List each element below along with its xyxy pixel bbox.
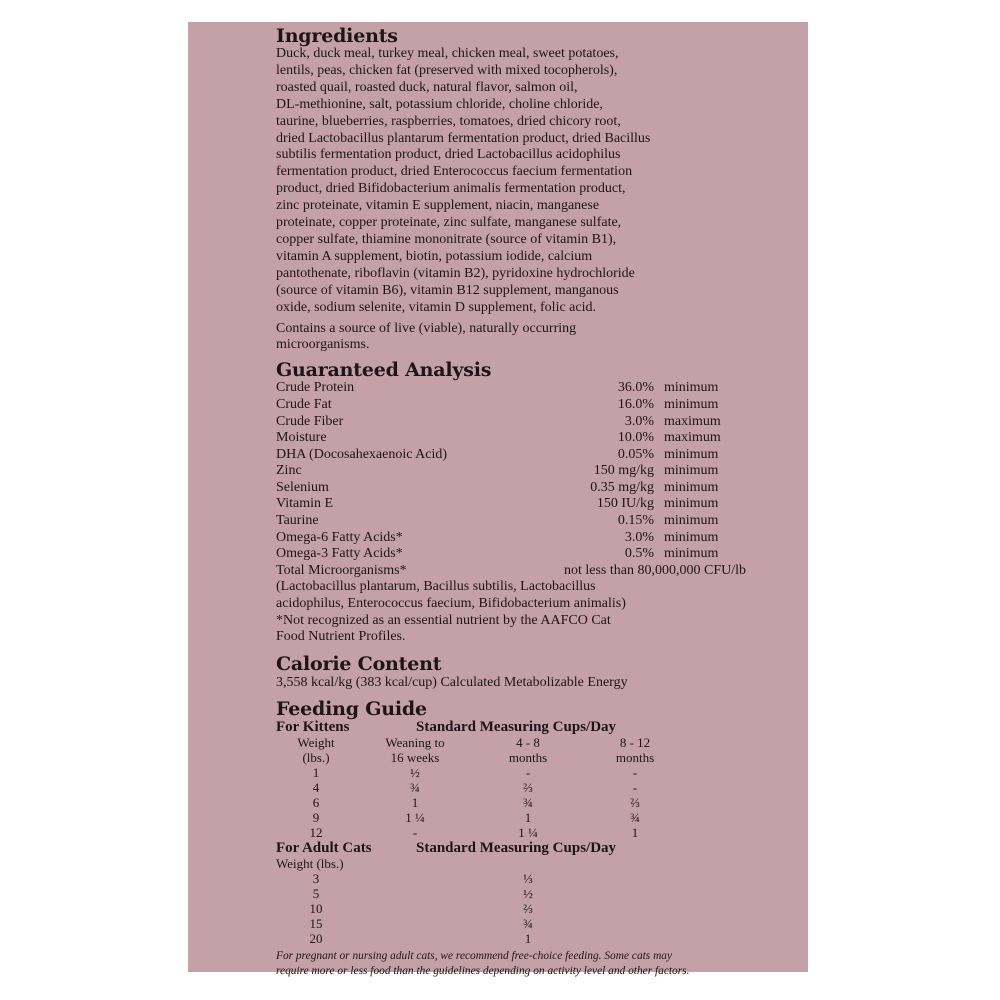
- table-cell: 5: [312, 885, 320, 901]
- nutrient-qualifier: minimum: [664, 446, 719, 462]
- kitten-table-header: [276, 719, 746, 735]
- nutrient-qualifier: minimum: [664, 546, 719, 562]
- table-cell: 10: [309, 900, 323, 916]
- ingredients-line: product, dried Bifidobacterium animalis fermentation product,: [276, 181, 626, 197]
- kitten-column-headers: [276, 750, 746, 765]
- table-cell: 1 ¼: [518, 824, 538, 840]
- nutrient-value: 3.0%: [624, 413, 654, 429]
- analysis-row: [276, 430, 746, 447]
- analysis-row: [276, 397, 746, 414]
- analysis-notes: [276, 579, 746, 645]
- table-row: [276, 795, 746, 810]
- table-cell: 4: [312, 779, 320, 795]
- table-row: [276, 765, 746, 780]
- table-cell: ¾: [523, 794, 533, 810]
- nutrient-name: Moisture: [276, 430, 327, 446]
- nutrient-name: Omega-6 Fatty Acids*: [276, 529, 403, 545]
- analysis-row: [276, 380, 746, 397]
- table-row: [276, 916, 746, 931]
- table-cell: 1: [524, 809, 532, 825]
- ingredients-line: roasted quail, roasted duck, natural flavor, salmon oil,: [276, 79, 578, 95]
- nutrient-qualifier: minimum: [664, 496, 719, 512]
- nutrient-qualifier: minimum: [664, 380, 719, 396]
- table-cell: 9: [312, 809, 320, 825]
- feeding-footnote: [276, 949, 746, 979]
- ingredients-line: oxide, sodium selenite, vitamin D supplement, folic acid.: [276, 299, 596, 315]
- analysis-row: [276, 530, 746, 547]
- table-row: [276, 886, 746, 901]
- feeding-heading: Feeding Guide: [276, 697, 427, 720]
- nutrient-name: DHA (Docosahexaenoic Acid): [276, 446, 448, 462]
- footnote-line: For pregnant or nursing adult cats, we recommend free-choice feeding. Some cats may: [276, 949, 673, 962]
- ingredients-line: (source of vitamin B6), vitamin B12 supplement, manganous: [276, 282, 619, 298]
- kitten-feeding-table: [276, 719, 746, 840]
- nutrient-value: 0.35 mg/kg: [590, 479, 654, 495]
- nutrient-name: Selenium: [276, 479, 329, 495]
- ingredients-line: vitamin A supplement, biotin, potassium iodide, calcium: [276, 248, 593, 264]
- ingredients-line: taurine, blueberries, raspberries, tomatoes, dried chicory root,: [276, 113, 621, 129]
- table-row: [276, 931, 746, 946]
- nutrient-name: Crude Fiber: [276, 413, 344, 429]
- analysis-note-line: *Not recognized as an essential nutrient by the AAFCO Cat: [276, 612, 611, 628]
- nutrient-name: Taurine: [276, 513, 319, 529]
- table-cell: 20: [309, 930, 323, 946]
- table-cell: -: [632, 779, 638, 795]
- nutrient-name: Crude Fat: [276, 396, 332, 412]
- table-cell: 15: [309, 915, 323, 931]
- nutrient-value: 36.0%: [617, 380, 654, 396]
- table-cell: 1: [631, 824, 639, 840]
- column-header: Weight: [297, 734, 335, 750]
- analysis-note-line: acidophilus, Enterococcus faecium, Bifidobacterium animalis): [276, 596, 626, 612]
- ingredients-heading: Ingredients: [276, 25, 398, 47]
- table-row: [276, 901, 746, 916]
- table-cell: ¾: [410, 779, 420, 795]
- calorie-heading: Calorie Content: [276, 652, 442, 675]
- analysis-row: [276, 513, 746, 530]
- table-cell: -: [525, 764, 531, 780]
- nutrient-value: 3.0%: [624, 529, 654, 545]
- analysis-heading: Guaranteed Analysis: [276, 359, 492, 382]
- column-header: (lbs.): [302, 749, 330, 765]
- table-cell: -: [632, 764, 638, 780]
- ingredients-line: dried Lactobacillus plantarum fermentation product, dried Bacillus: [276, 130, 651, 146]
- table-row: [276, 825, 746, 840]
- nutrient-qualifier: minimum: [664, 479, 719, 495]
- table-row: [276, 810, 746, 825]
- nutrient-qualifier: minimum: [664, 513, 719, 529]
- analysis-row: [276, 414, 746, 431]
- table-row: [276, 780, 746, 795]
- table-cell: 1: [411, 794, 419, 810]
- ingredients-line: pantothenate, riboflavin (vitamin B2), pyridoxine hydrochloride: [276, 265, 635, 281]
- nutrient-qualifier: maximum: [664, 413, 721, 429]
- label-content: [276, 26, 746, 979]
- table-cell: ½: [410, 764, 420, 780]
- table-cell: 3: [312, 870, 320, 886]
- ingredients-line: lentils, peas, chicken fat (preserved with mixed tocopherols),: [276, 62, 618, 78]
- nutrient-qualifier: maximum: [664, 430, 721, 446]
- kittens-label: For Kittens: [276, 718, 350, 735]
- probiotic-note-line: microorganisms.: [276, 337, 370, 353]
- table-cell: ⅔: [523, 900, 533, 916]
- table-cell: -: [412, 824, 418, 840]
- nutrient-name: Crude Protein: [276, 380, 355, 396]
- probiotic-note: [276, 321, 746, 355]
- table-cell: ¾: [523, 915, 533, 931]
- ingredients-line: subtilis fermentation product, dried Lactobacillus acidophilus: [276, 147, 621, 163]
- table-cell: 6: [312, 794, 320, 810]
- ingredients-line: zinc proteinate, vitamin E supplement, niacin, manganese: [276, 198, 600, 214]
- table-row: [276, 871, 746, 886]
- nutrient-qualifier: minimum: [664, 396, 719, 412]
- table-cell: ⅔: [630, 794, 640, 810]
- column-header: 8 - 12: [619, 734, 651, 750]
- ingredients-line: copper sulfate, thiamine mononitrate (source of vitamin B1),: [276, 231, 617, 247]
- column-header: 4 - 8: [516, 734, 540, 750]
- analysis-row: [276, 463, 746, 480]
- table-cell: ½: [523, 885, 533, 901]
- adult-table-header: [276, 840, 746, 856]
- nutrient-name: Total Microorganisms*: [276, 562, 407, 578]
- probiotic-note-line: Contains a source of live (viable), naturally occurring: [276, 320, 577, 336]
- kitten-column-headers: [276, 735, 746, 750]
- table-cell: 1: [524, 930, 532, 946]
- ingredients-list: [276, 46, 746, 317]
- analysis-table: [276, 380, 746, 646]
- table-cell: 1: [312, 764, 320, 780]
- ingredients-line: DL-methionine, salt, potassium chloride, choline chloride,: [276, 96, 603, 112]
- nutrient-value: 150 mg/kg: [593, 463, 654, 479]
- nutrient-name: Vitamin E: [276, 496, 334, 512]
- nutrient-value: 0.15%: [617, 513, 654, 529]
- column-header: 16 weeks: [390, 749, 440, 765]
- nutrient-name: Zinc: [276, 463, 302, 479]
- column-header: Weaning to: [385, 734, 445, 750]
- kittens-unit: Standard Measuring Cups/Day: [416, 718, 617, 735]
- ingredients-line: fermentation product, dried Enterococcus faecium fermentation: [276, 164, 633, 180]
- analysis-note-line: (Lactobacillus plantarum, Bacillus subtilis, Lactobacillus: [276, 579, 596, 595]
- table-cell: 12: [309, 824, 323, 840]
- adults-unit: Standard Measuring Cups/Day: [416, 839, 617, 856]
- nutrient-value: not less than 80,000,000 CFU/lb: [563, 562, 746, 578]
- adult-feeding-table: [276, 840, 746, 946]
- calorie-text: 3,558 kcal/kg (383 kcal/cup) Calculated Metabolizable Energy: [276, 674, 628, 690]
- weight-label: Weight (lbs.): [276, 855, 344, 871]
- nutrient-qualifier: minimum: [664, 529, 719, 545]
- analysis-row-microorganisms: [276, 563, 746, 580]
- table-cell: ⅔: [523, 779, 533, 795]
- nutrient-value: 10.0%: [617, 430, 654, 446]
- table-cell: ⅓: [523, 870, 533, 886]
- column-header: months: [615, 749, 655, 765]
- nutrient-value: 0.5%: [624, 546, 654, 562]
- analysis-note-line: Food Nutrient Profiles.: [276, 629, 406, 645]
- nutrient-value: 0.05%: [617, 446, 654, 462]
- analysis-row: [276, 546, 746, 563]
- nutrient-value: 16.0%: [617, 396, 654, 412]
- nutrient-name: Omega-3 Fatty Acids*: [276, 546, 403, 562]
- table-cell: ¾: [630, 809, 640, 825]
- ingredients-line: Duck, duck meal, turkey meal, chicken meal, sweet potatoes,: [276, 46, 619, 61]
- analysis-row: [276, 447, 746, 464]
- nutrient-value: 150 IU/kg: [596, 496, 654, 512]
- adults-label: For Adult Cats: [276, 839, 372, 856]
- footnote-line: require more or less food than the guidelines depending on activity level and other factors.: [276, 964, 690, 977]
- table-cell: 1 ¼: [405, 809, 425, 825]
- ingredients-line: proteinate, copper proteinate, zinc sulfate, manganese sulfate,: [276, 215, 622, 231]
- analysis-row: [276, 480, 746, 497]
- column-header: months: [508, 749, 548, 765]
- nutrient-qualifier: minimum: [664, 463, 719, 479]
- analysis-row: [276, 496, 746, 513]
